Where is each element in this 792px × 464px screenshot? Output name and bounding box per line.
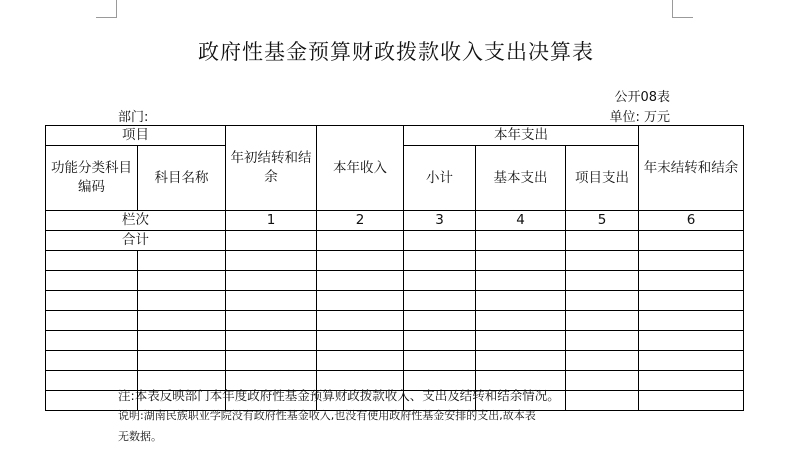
table-row xyxy=(46,351,744,371)
table-cell xyxy=(566,311,639,331)
table-cell xyxy=(639,231,744,251)
header-project: 项目 xyxy=(46,126,226,146)
table-cell xyxy=(476,271,566,291)
header-expense: 本年支出 xyxy=(404,126,639,146)
table-cell xyxy=(476,351,566,371)
table-row xyxy=(46,331,744,351)
page-title: 政府性基金预算财政拨款收入支出决算表 xyxy=(198,40,594,64)
budget-table xyxy=(45,125,744,411)
table-cell xyxy=(566,231,639,251)
table-cell xyxy=(566,351,639,371)
table-cell xyxy=(46,351,138,371)
table-cell xyxy=(404,331,476,351)
table-cell xyxy=(46,251,138,271)
table-cell xyxy=(317,331,404,351)
table-cell xyxy=(226,271,317,291)
table-cell xyxy=(226,291,317,311)
header-func-code: 功能分类科目编码 xyxy=(46,146,138,211)
table-cell xyxy=(317,311,404,331)
table-cell xyxy=(226,251,317,271)
table-cell xyxy=(138,351,226,371)
table-row xyxy=(46,311,744,331)
table-cell xyxy=(317,291,404,311)
column-number-row xyxy=(46,211,744,231)
table-cell xyxy=(566,291,639,311)
header-end-balance: 年末结转和结余 xyxy=(639,126,744,211)
table-cell xyxy=(317,351,404,371)
col-label: 栏次 xyxy=(46,211,226,231)
table-cell xyxy=(404,251,476,271)
table-cell xyxy=(46,291,138,311)
crop-mark-top-right xyxy=(672,0,673,18)
table-cell xyxy=(404,351,476,371)
table-row xyxy=(46,251,744,271)
table-cell xyxy=(138,251,226,271)
table-cell xyxy=(639,351,744,371)
table-cell xyxy=(226,331,317,351)
col-num-6: 6 xyxy=(639,211,744,231)
notes-block xyxy=(118,386,688,447)
table-cell xyxy=(404,231,476,251)
crop-mark-top-left-h xyxy=(96,17,117,18)
col-num-5: 5 xyxy=(566,211,639,231)
table-cell xyxy=(46,331,138,351)
table-cell xyxy=(639,331,744,351)
unit-label: 单位: 万元 xyxy=(609,110,670,125)
table-cell xyxy=(138,271,226,291)
form-number: 公开08表 xyxy=(614,90,670,105)
table-cell xyxy=(639,251,744,271)
total-row xyxy=(46,231,744,251)
header-subtotal: 小计 xyxy=(404,146,476,211)
table-cell xyxy=(226,311,317,331)
col-num-3: 3 xyxy=(404,211,476,231)
header-basic-expense: 基本支出 xyxy=(476,146,566,211)
table-cell xyxy=(476,251,566,271)
header-income: 本年收入 xyxy=(317,126,404,211)
note-line-3: 无数据。 xyxy=(118,430,162,443)
total-label: 合计 xyxy=(46,231,226,251)
table-cell xyxy=(476,331,566,351)
table-cell xyxy=(639,311,744,331)
table-cell xyxy=(46,271,138,291)
table-cell xyxy=(138,331,226,351)
crop-mark-top-left xyxy=(116,0,117,18)
table-row xyxy=(46,271,744,291)
col-num-1: 1 xyxy=(226,211,317,231)
col-num-2: 2 xyxy=(317,211,404,231)
table-cell xyxy=(639,291,744,311)
table-cell xyxy=(404,271,476,291)
table-cell xyxy=(476,291,566,311)
header-subject-name: 科目名称 xyxy=(138,146,226,211)
col-num-4: 4 xyxy=(476,211,566,231)
note-line-1: 注:本表反映部门本年度政府性基金预算财政拨款收入、支出及结转和结余情况。 xyxy=(118,388,560,403)
table-cell xyxy=(404,291,476,311)
table-cell xyxy=(317,231,404,251)
table-cell xyxy=(476,231,566,251)
table-cell xyxy=(404,311,476,331)
table-cell xyxy=(226,351,317,371)
table-cell xyxy=(138,291,226,311)
table-cell xyxy=(566,271,639,291)
note-line-2: 说明:湖南民族职业学院没有政府性基金收入,也没有使用政府性基金安排的支出,故本表 xyxy=(118,409,536,422)
table-cell xyxy=(476,311,566,331)
table-cell xyxy=(566,251,639,271)
header-project-expense: 项目支出 xyxy=(566,146,639,211)
table-cell xyxy=(317,271,404,291)
table-cell xyxy=(138,311,226,331)
table-cell xyxy=(226,231,317,251)
table-cell xyxy=(317,251,404,271)
table-cell xyxy=(639,271,744,291)
table-cell xyxy=(46,311,138,331)
table-row xyxy=(46,291,744,311)
department-label: 部门: xyxy=(118,110,149,125)
header-row-1 xyxy=(46,126,744,146)
crop-mark-top-right-h xyxy=(672,17,693,18)
header-begin-balance: 年初结转和结余 xyxy=(226,126,317,211)
table-cell xyxy=(566,331,639,351)
